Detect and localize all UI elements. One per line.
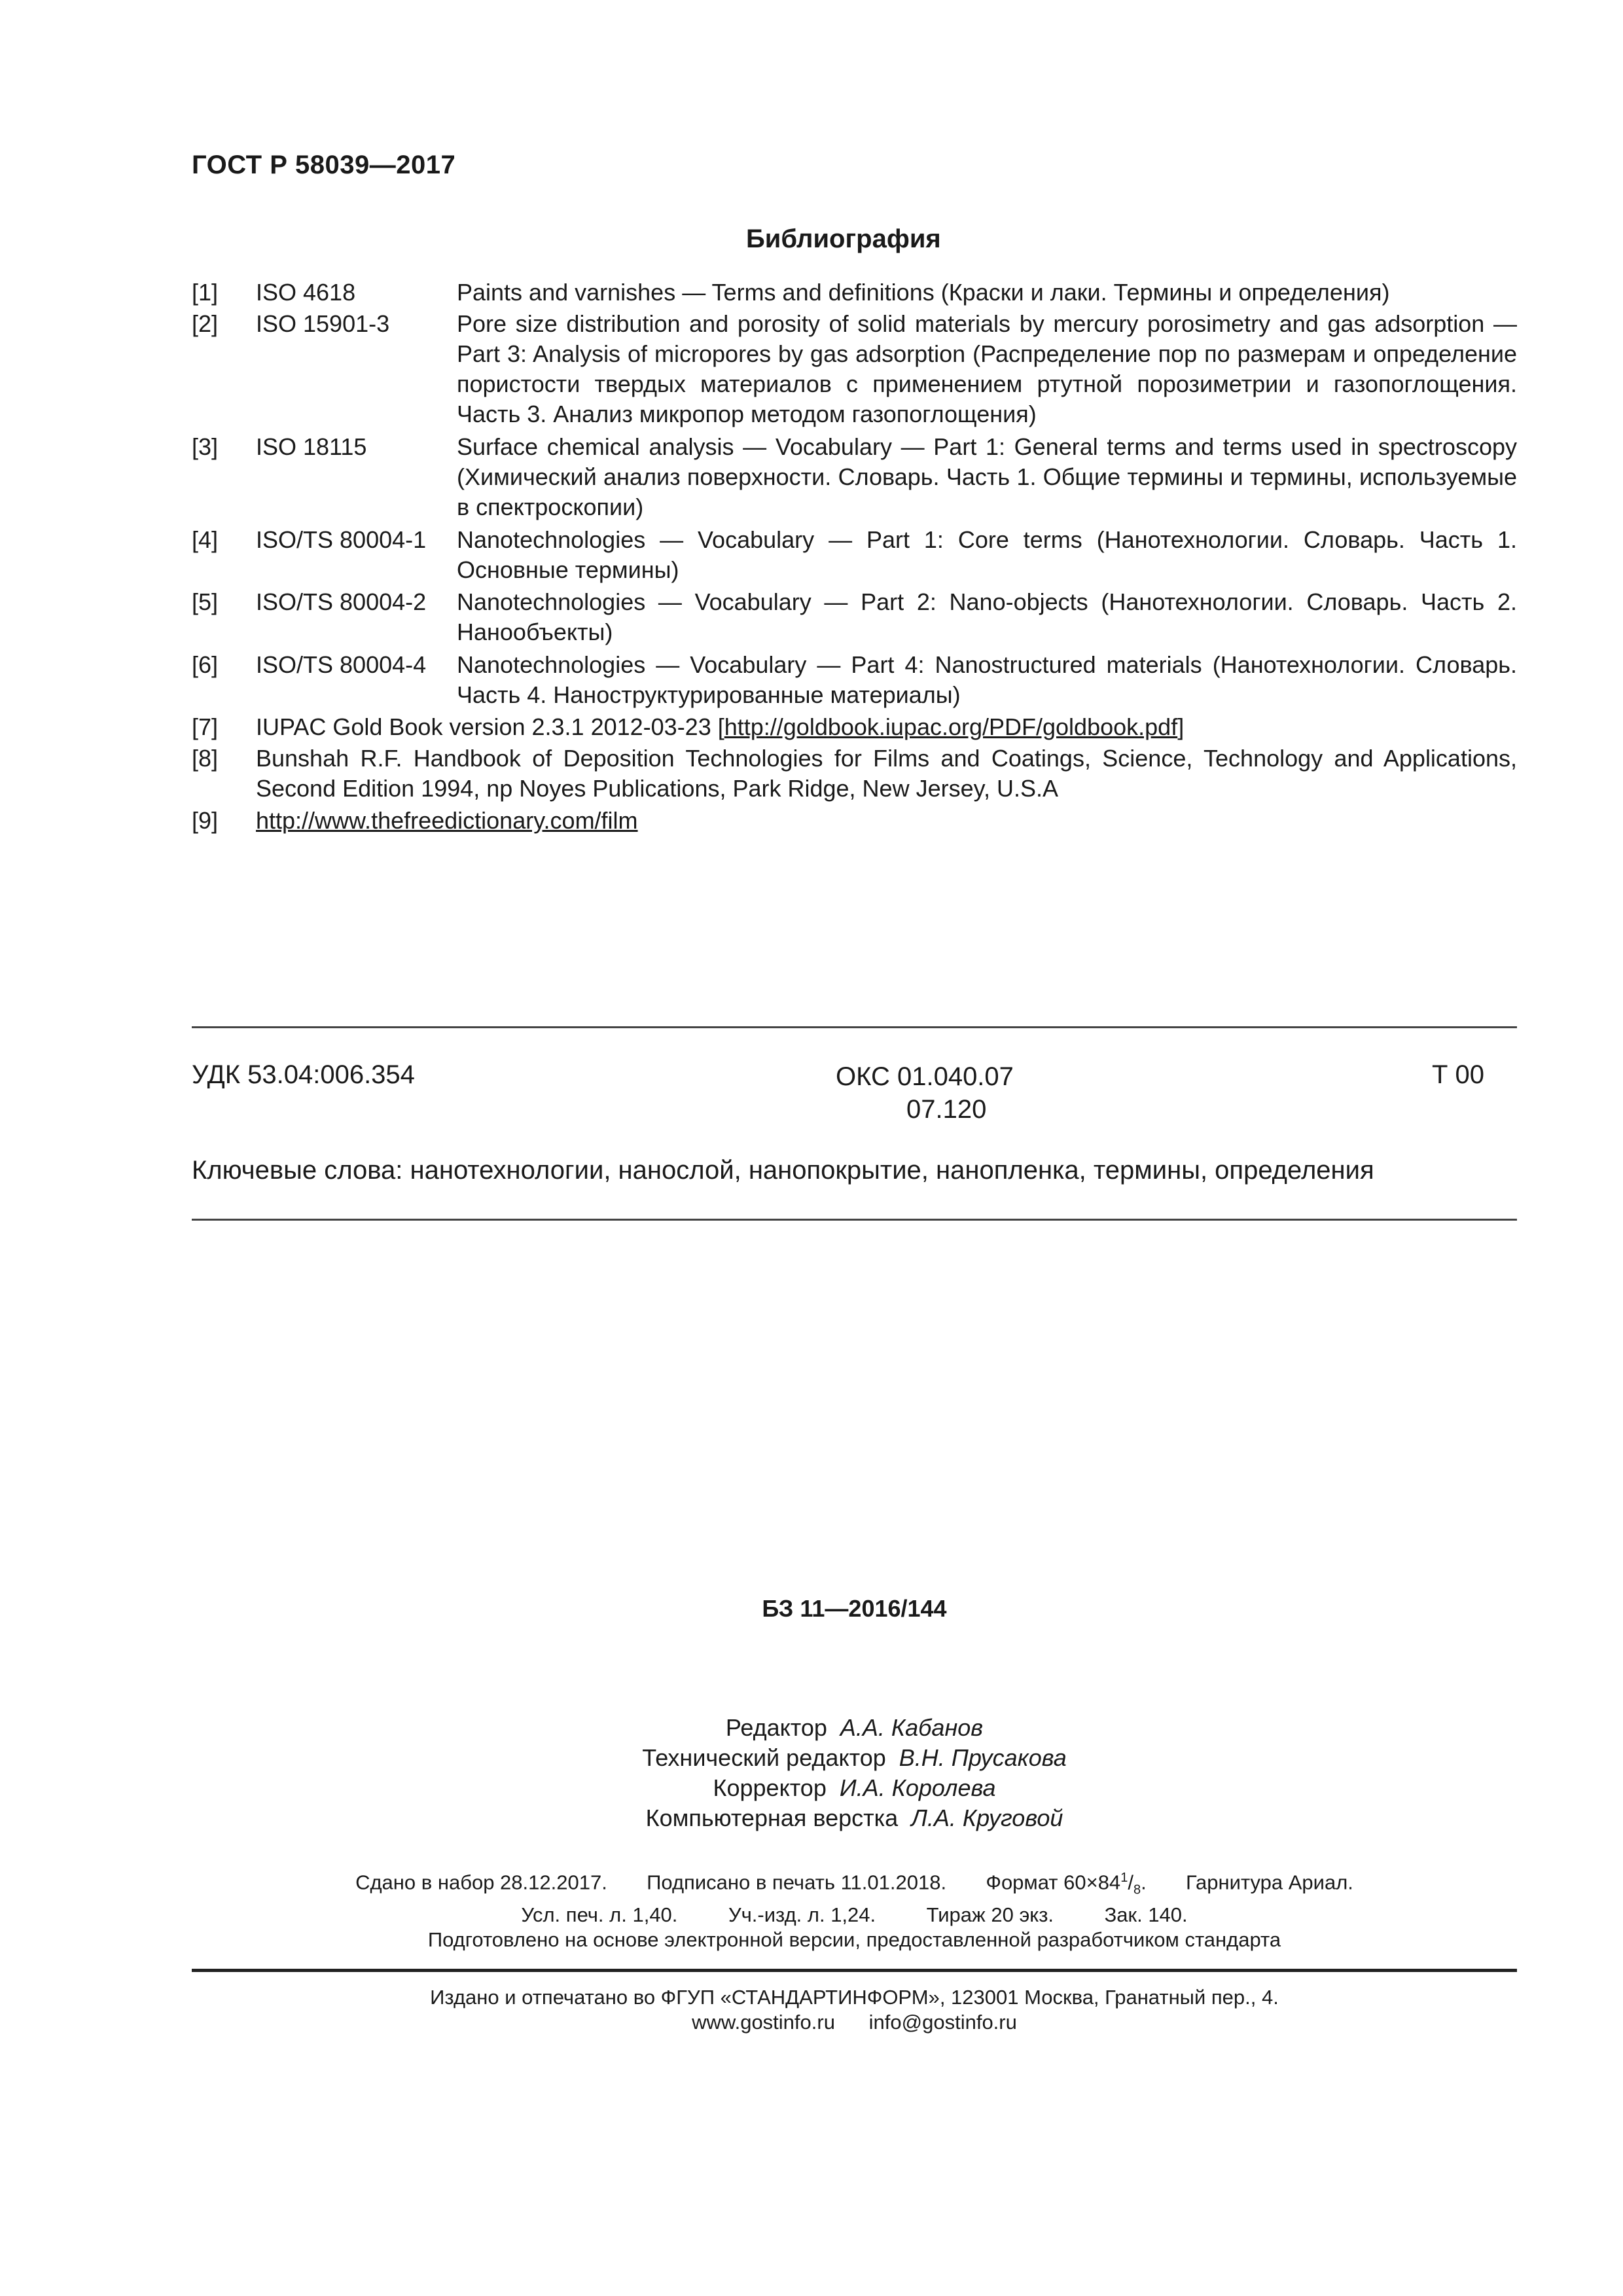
reference-text: Nanotechnologies — Vocabulary — Part 1: Core terms (Нанотехнологии. Словарь. Часть 1. Основные термины) [457,526,1517,583]
publisher-contacts [192,2010,1517,2035]
credit-line: Корректор И.А. Королева [713,1774,996,1801]
reference-text: Paints and varnishes — Terms and definitions (Краски и лаки. Термины и определения) [457,279,1390,306]
credits-block [192,1713,1517,1833]
reference-code: ISO/TS 80004-1 [256,526,427,553]
reference-item [192,278,1517,308]
reference-number: [9] [192,807,219,834]
reference-item [192,587,1517,647]
reference-number: [8] [192,745,219,772]
reference-text [256,806,1517,836]
imprint-block [192,1865,1517,1952]
reference-item [192,744,1517,804]
reference-item [192,806,1517,836]
divider-bottom [192,1219,1517,1221]
reference-text: Pore size distribution and porosity of solid materials by mercury porosimetry and gas adsorption — Part 3: Analysis of micropores by gas adsorption (Распределение пор по размерам и определение пористости твердых материалов с применением ртутной порозиметрии и газопоглощения. Часть 3. Анализ микропор методом газопоглощения) [457,310,1517,427]
reference-text: Bunshah R.F. Handbook of Deposition Technologies for Films and Coatings, Science, Technology and Applications, Second Edition 1994, np Noyes Publications, Park Ridge, New Jersey, U.S.A [256,745,1517,802]
goldbook-link[interactable]: http://goldbook.iupac.org/PDF/goldbook.pdf [724,713,1178,740]
publisher-email[interactable]: info@gostinfo.ru [868,2011,1017,2034]
reference-number: [7] [192,713,219,740]
freedictionary-link[interactable]: http://www.thefreedictionary.com/film [256,807,638,834]
publisher-block [192,1985,1517,2035]
reference-code: ISO 15901-3 [256,310,390,337]
publisher-site[interactable]: www.gostinfo.ru [692,2011,835,2034]
reference-number: [4] [192,526,219,553]
credit-line: Компьютерная верстка Л.А. Круговой [645,1804,1063,1831]
reference-item [192,432,1517,522]
imprint-line: Подготовлено на основе электронной версии, предоставленной разработчиком стандарта [427,1928,1281,1951]
reference-text: Nanotechnologies — Vocabulary — Part 4: Nanostructured materials (Нанотехнологии. Словарь. Часть 4. Наноструктурированные материалы) [457,651,1517,708]
reference-code: ISO 4618 [256,279,356,306]
bz-code: БЗ 11—2016/144 [762,1595,947,1622]
t-code: Т 00 [1432,1060,1485,1089]
document-code: ГОСТ Р 58039—2017 [192,151,456,179]
bibliography-title: Библиография [746,224,941,253]
oks-code: ОКС 01.040.07 07.120 [836,1062,1014,1124]
reference-number: [5] [192,588,219,615]
imprint-line: Усл. печ. л. 1,40. Уч.-изд. л. 1,24. Тираж 20 экз. Зак. 140. [521,1903,1188,1926]
credit-line: Редактор А.А. Кабанов [725,1714,984,1741]
reference-item [192,712,1517,742]
credit-line: Технический редактор В.Н. Прусакова [642,1744,1067,1771]
reference-item [192,650,1517,710]
reference-item [192,309,1517,429]
udk-code: УДК 53.04:006.354 [192,1060,415,1089]
keywords: Ключевые слова: нанотехнологии, нанослой, нанопокрытие, нанопленка, термины, определения [192,1156,1374,1185]
reference-code: ISO 18115 [256,433,367,460]
imprint-line: Сдано в набор 28.12.2017. Подписано в печать 11.01.2018. Формат $60\times 84^1/_8$. Гарнитура Ариал. [355,1871,1353,1897]
reference-text: Surface chemical analysis — Vocabulary — Part 1: General terms and terms used in spectroscopy (Химический анализ поверхности. Словарь. Часть 1. Общие термины и термины, используемые в спектроскопии) [457,433,1517,520]
divider-publisher [192,1969,1517,1972]
reference-text: Nanotechnologies — Vocabulary — Part 2: Nano-objects (Нанотехнологии. Словарь. Часть 2. Нанообъекты) [457,588,1517,645]
reference-number: [1] [192,279,219,306]
publisher-address: Издано и отпечатано во ФГУП «СТАНДАРТИНФОРМ», 123001 Москва, Гранатный пер., 4. [430,1986,1279,2009]
reference-number: [2] [192,310,219,337]
reference-code: ISO/TS 80004-4 [256,651,427,678]
reference-text: IUPAC Gold Book version 2.3.1 2012-03-23 [http://goldbook.iupac.org/PDF/goldbook.pdf] [256,713,1185,740]
reference-item [192,525,1517,585]
reference-number: [6] [192,651,219,678]
reference-code: ISO/TS 80004-2 [256,588,427,615]
reference-number: [3] [192,433,219,460]
divider-top [192,1026,1517,1028]
